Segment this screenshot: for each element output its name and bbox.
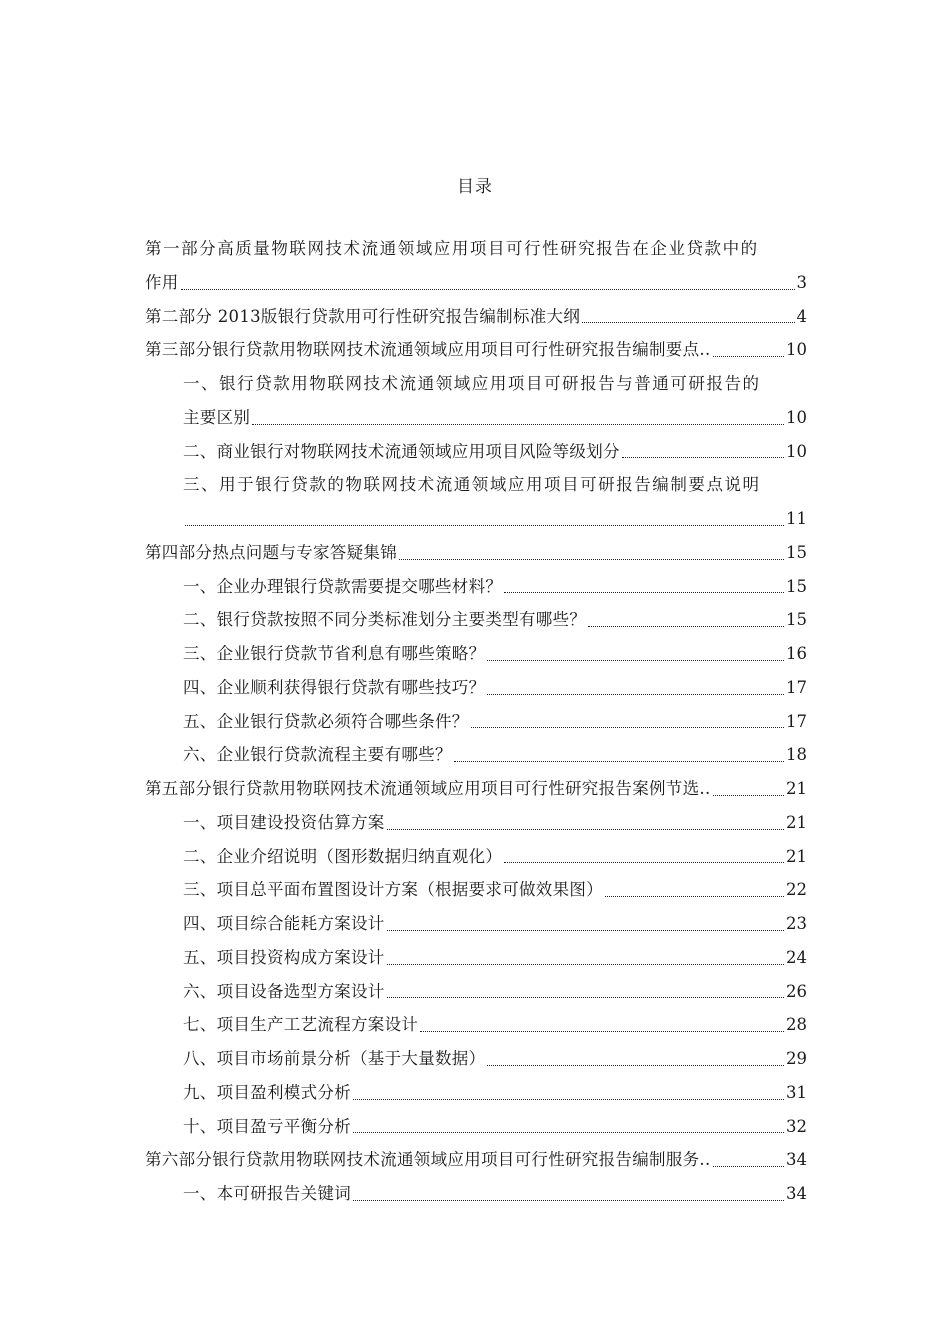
toc-entry-text: 一、本可研报告关键词	[183, 1184, 351, 1203]
toc-entry[interactable]	[145, 266, 807, 300]
dot-leader	[605, 895, 784, 897]
toc-entry[interactable]	[145, 705, 807, 739]
toc-entry-text: 五、企业银行贷款必须符合哪些条件？	[183, 711, 469, 731]
dot-leader	[387, 828, 784, 830]
toc-page-number: 15	[786, 542, 807, 562]
toc-entry-first-line[interactable]	[145, 468, 807, 502]
toc-page-number: 34	[786, 1150, 807, 1170]
toc-page-number: 28	[786, 1015, 807, 1035]
toc-entry-text: 第五部分银行贷款用物联网技术流通领域应用项目可行性研究报告案例节选..	[145, 779, 711, 798]
toc-entry[interactable]	[145, 603, 807, 637]
dot-leader	[353, 1098, 784, 1100]
toc-entry-text: 第二部分 2013版银行贷款用可行性研究报告编制标准大纲	[145, 306, 581, 326]
toc-entry-text: 九、项目盈利模式分析	[183, 1082, 351, 1102]
toc-page-number: 22	[786, 880, 807, 900]
toc-entry[interactable]	[145, 637, 807, 671]
dot-leader	[487, 1064, 784, 1066]
toc-entry[interactable]	[145, 840, 807, 874]
toc-entry-text: 四、项目综合能耗方案设计	[183, 914, 385, 933]
toc-entry[interactable]	[145, 873, 807, 907]
dot-leader	[713, 794, 785, 796]
dot-leader	[582, 321, 794, 323]
toc-entry-text: 四、企业顺利获得银行贷款有哪些技巧？	[183, 677, 486, 697]
toc-entry[interactable]	[145, 401, 807, 435]
toc-entry-text: 二、商业银行对物联网技术流通领域应用项目风险等级划分	[183, 441, 620, 461]
toc-entry[interactable]	[145, 1076, 807, 1110]
toc-entry-text: 七、项目生产工艺流程方案设计	[183, 1015, 419, 1035]
toc-entry[interactable]	[145, 1143, 807, 1177]
toc-entry[interactable]	[145, 333, 807, 367]
toc-page-number: 3	[796, 272, 807, 292]
toc-page-number: 17	[786, 677, 807, 697]
toc-page-number: 17	[786, 711, 807, 731]
toc-entry-text: 第一部分高质量物联网技术流通领域应用项目可行性研究报告在企业贷款中的	[145, 239, 759, 258]
toc-entry[interactable]	[145, 536, 807, 570]
toc-entry[interactable]	[145, 570, 807, 604]
toc-entry-first-line[interactable]	[145, 367, 807, 401]
toc-entry-text: 十、项目盈亏平衡分析	[183, 1116, 351, 1136]
toc-entry[interactable]	[145, 941, 807, 975]
dot-leader	[252, 423, 784, 425]
toc-entry-text: 一、银行贷款用物联网技术流通领域应用项目可研报告与普通可研报告的	[183, 374, 761, 393]
dot-leader	[713, 1165, 785, 1167]
dot-leader	[504, 861, 784, 863]
toc-entry-text: 六、项目设备选型方案设计	[183, 981, 385, 1001]
toc-entry-text: 八、项目市场前景分析（基于大量数据）	[183, 1049, 486, 1068]
toc-page-number: 21	[786, 779, 807, 798]
dot-leader	[504, 591, 784, 593]
toc-entry-text: 三、用于银行贷款的物联网技术流通领域应用项目可研报告编制要点说明	[183, 475, 761, 495]
toc-page-number: 18	[786, 745, 807, 765]
toc-entry[interactable]	[145, 435, 807, 469]
toc-entry-text: 三、项目总平面布置图设计方案（根据要求可做效果图）	[183, 880, 603, 900]
toc-page-number: 32	[786, 1116, 807, 1136]
dot-leader	[387, 929, 784, 931]
dot-leader	[713, 355, 785, 357]
toc-page-number: 26	[786, 981, 807, 1001]
toc-entry[interactable]	[145, 300, 807, 334]
dot-leader	[487, 693, 784, 695]
toc-entry[interactable]	[145, 907, 807, 941]
toc-page-number: 21	[786, 846, 807, 866]
toc-page-number: 10	[786, 441, 807, 461]
toc-entry[interactable]	[145, 671, 807, 705]
toc-entry-text: 第三部分银行贷款用物联网技术流通领域应用项目可行性研究报告编制要点..	[145, 340, 711, 360]
toc-entry[interactable]	[145, 1110, 807, 1144]
dot-leader	[420, 1030, 784, 1032]
toc-page-number: 23	[786, 914, 807, 933]
dot-leader	[387, 963, 784, 965]
dot-leader	[622, 456, 784, 458]
dot-leader	[487, 659, 784, 661]
toc-page-number: 15	[786, 576, 807, 596]
toc-entry-text: 三、企业银行贷款节省利息有哪些策略？	[183, 644, 486, 663]
toc-entry-text: 一、企业办理银行贷款需要提交哪些材料？	[183, 576, 503, 596]
dot-leader	[471, 726, 784, 728]
toc-page-number: 29	[786, 1049, 807, 1068]
toc-entry-text: 五、项目投资构成方案设计	[183, 947, 385, 967]
dot-leader	[353, 1131, 784, 1133]
toc-entry[interactable]	[145, 806, 807, 840]
dot-leader	[387, 996, 784, 998]
toc-entry-text: 第六部分银行贷款用物联网技术流通领域应用项目可行性研究报告编制服务..	[145, 1150, 711, 1170]
toc-page-number: 15	[786, 610, 807, 630]
toc-entry[interactable]	[145, 1008, 807, 1042]
toc-entry[interactable]	[145, 772, 807, 806]
dot-leader	[454, 760, 784, 762]
toc-entry[interactable]	[145, 1177, 807, 1211]
toc-entry[interactable]	[145, 738, 807, 772]
toc-entry-text: 二、企业介绍说明（图形数据归纳直观化）	[183, 846, 503, 866]
toc-entry-first-line[interactable]	[145, 232, 807, 266]
toc-entry-text: 六、企业银行贷款流程主要有哪些？	[183, 745, 452, 765]
toc-page-number: 4	[796, 306, 807, 326]
toc-page-number: 34	[786, 1184, 807, 1203]
dot-leader	[399, 558, 784, 560]
toc-entry[interactable]	[145, 1042, 807, 1076]
toc-page-number: 21	[786, 812, 807, 832]
dot-leader	[185, 524, 784, 526]
table-of-contents	[145, 232, 807, 1211]
toc-entry-text: 作用	[145, 272, 179, 292]
toc-entry-text: 主要区别	[183, 407, 251, 427]
toc-page-number: 16	[786, 644, 807, 663]
toc-page-number: 31	[786, 1082, 807, 1102]
toc-page-number: 10	[786, 340, 807, 360]
toc-page-number: 24	[786, 947, 807, 967]
page-title: 目录	[457, 177, 493, 197]
toc-page-number: 11	[786, 509, 807, 528]
toc-entry[interactable]	[145, 502, 807, 536]
toc-entry-text: 二、银行贷款按照不同分类标准划分主要类型有哪些？	[183, 610, 587, 630]
dot-leader	[588, 625, 784, 627]
dot-leader	[181, 288, 795, 290]
toc-entry[interactable]	[145, 975, 807, 1009]
toc-entry-text: 一、项目建设投资估算方案	[183, 812, 385, 832]
dot-leader	[353, 1199, 784, 1201]
toc-entry-text: 第四部分热点问题与专家答疑集锦	[145, 542, 397, 562]
toc-page-number: 10	[786, 407, 807, 427]
